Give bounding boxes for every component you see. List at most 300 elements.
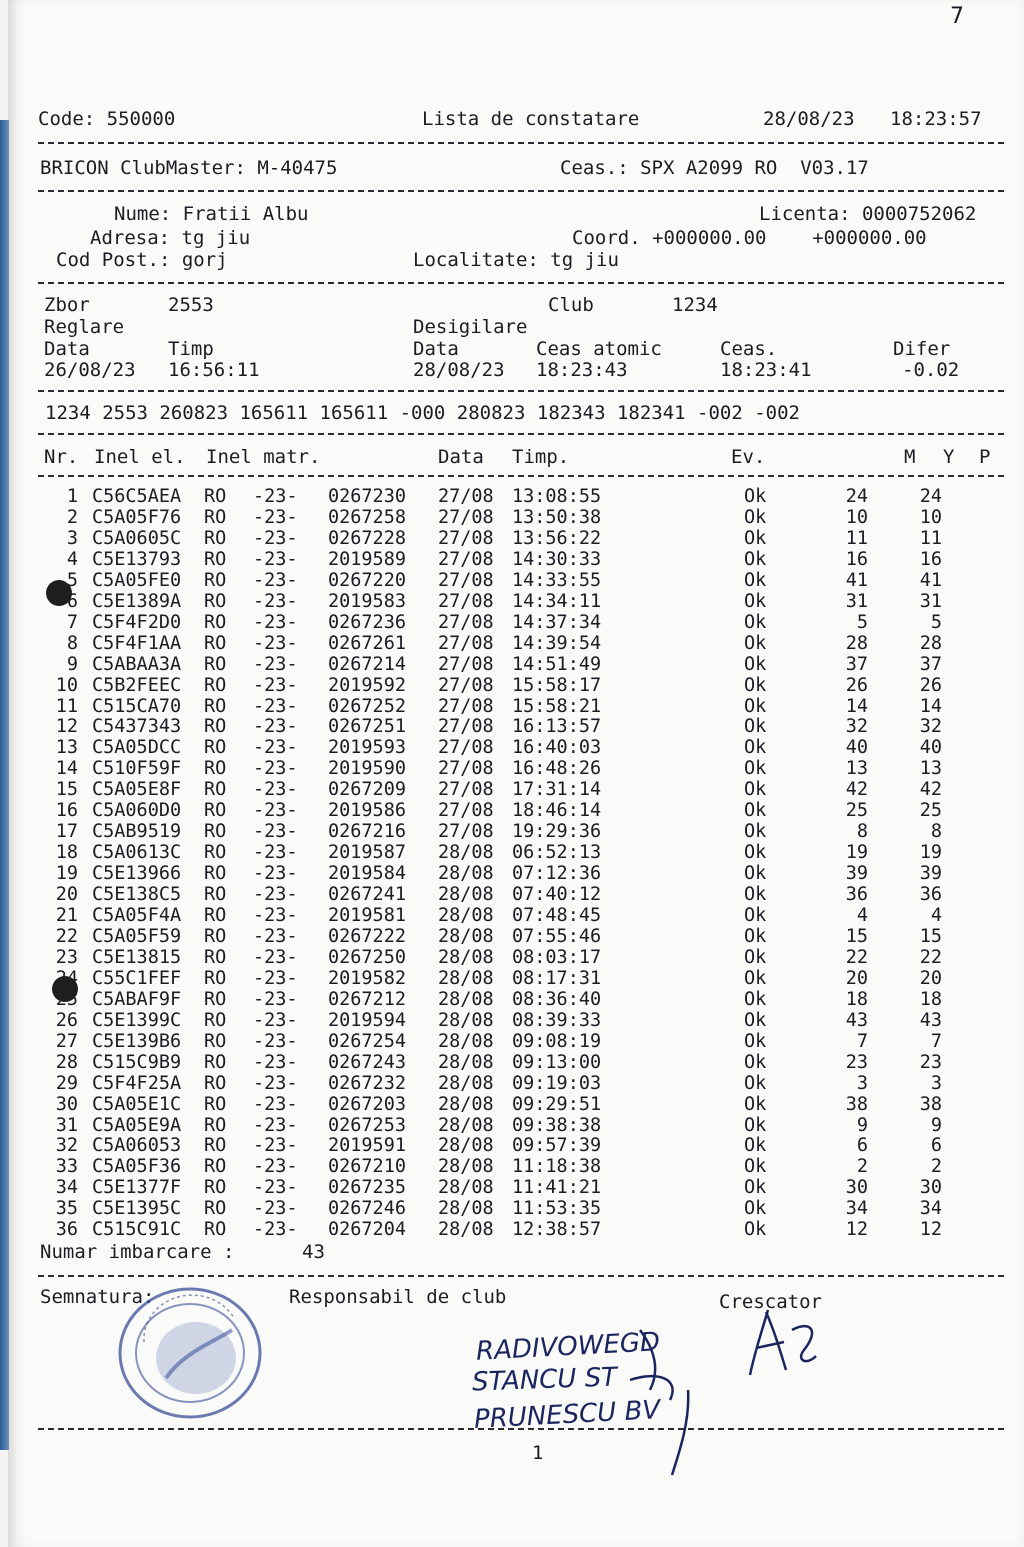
header-date: 28/08/23 [763, 108, 855, 130]
value-m: 11 [845, 527, 868, 549]
numar-label: Numar imbarcare : [40, 1241, 235, 1263]
arrival-time: 14:39:54 [512, 632, 602, 654]
ring-id: C5A05F36 [92, 1156, 182, 1178]
ring-id: C56C5AEA [92, 486, 182, 507]
event-status: Ok [744, 1072, 767, 1094]
arrival-time: 16:13:57 [512, 716, 602, 738]
arrival-date: 27/08 [438, 527, 494, 549]
arrival-date: 28/08 [438, 1135, 494, 1157]
ring-id: C5B2FEEC [92, 674, 182, 696]
arrival-time: 06:52:13 [512, 842, 602, 864]
difer-label: Difer [893, 338, 951, 360]
value-m: 22 [845, 946, 868, 968]
ring-country: RO [204, 1072, 227, 1094]
arrival-time: 11:53:35 [512, 1198, 602, 1220]
zbor-value: 2553 [168, 294, 214, 316]
arrival-time: 16:48:26 [512, 758, 602, 780]
arrival-time: 14:33:55 [512, 569, 602, 591]
arrival-date: 28/08 [438, 842, 494, 864]
event-status: Ok [744, 695, 767, 717]
ring-matr: 0267216 [328, 821, 406, 843]
event-status: Ok [744, 506, 767, 528]
ring-year: -23- [253, 716, 298, 738]
table-row [0, 779, 1024, 800]
value-m: 8 [856, 821, 868, 843]
event-status: Ok [744, 590, 767, 612]
table-row [0, 926, 1024, 947]
arrival-date: 27/08 [438, 737, 494, 759]
col-header-m: M [904, 446, 916, 468]
ring-id: C5A05F59 [92, 925, 182, 947]
separator [38, 1275, 1004, 1277]
arrival-date: 28/08 [438, 1093, 494, 1115]
ceas-label: Ceas. [720, 338, 778, 360]
ring-matr: 0267203 [328, 1093, 406, 1115]
value-y: 32 [919, 716, 942, 738]
value-m: 24 [845, 486, 868, 507]
ring-country: RO [204, 905, 227, 926]
ring-matr: 0267214 [328, 653, 406, 675]
ring-year: -23- [253, 1135, 298, 1157]
table-row [0, 654, 1024, 675]
ring-id: C5A05E9A [92, 1114, 182, 1136]
ring-matr: 2019593 [328, 737, 406, 759]
value-m: 25 [845, 800, 868, 822]
ring-country: RO [204, 548, 227, 570]
table-row [0, 633, 1024, 654]
ring-matr: 2019584 [328, 863, 406, 885]
arrival-time: 07:55:46 [512, 925, 602, 947]
ring-id: C5A05DCC [92, 737, 182, 759]
ceas-atomic-label: Ceas atomic [536, 338, 662, 360]
arrival-time: 09:57:39 [512, 1135, 602, 1157]
ring-year: -23- [253, 674, 298, 696]
value-m: 14 [845, 695, 868, 717]
table-row [0, 968, 1024, 989]
ring-country: RO [204, 884, 227, 906]
event-status: Ok [744, 1114, 767, 1136]
value-m: 31 [845, 590, 868, 612]
value-m: 18 [845, 988, 868, 1010]
event-status: Ok [744, 1051, 767, 1073]
row-number: 27 [55, 1030, 78, 1052]
table-row [0, 842, 1024, 863]
arrival-date: 28/08 [438, 863, 494, 885]
value-y: 19 [919, 842, 942, 864]
value-m: 23 [845, 1051, 868, 1073]
ring-id: C5E138C5 [92, 884, 182, 906]
arrival-time: 08:39:33 [512, 1009, 602, 1031]
value-m: 42 [845, 779, 868, 801]
row-number: 1 [66, 486, 78, 507]
ring-year: -23- [253, 1072, 298, 1094]
value-m: 10 [845, 506, 868, 528]
event-status: Ok [744, 1219, 767, 1241]
ring-id: C5A05E8F [92, 779, 182, 801]
row-number: 28 [55, 1051, 78, 1073]
arrival-time: 14:34:11 [512, 590, 602, 612]
value-m: 13 [845, 758, 868, 780]
table-row [0, 1031, 1024, 1052]
value-y: 4 [930, 905, 942, 926]
event-status: Ok [744, 758, 767, 780]
ring-country: RO [204, 1030, 227, 1052]
ring-matr: 0267222 [328, 925, 406, 947]
arrival-date: 28/08 [438, 1198, 494, 1220]
reglare-date: 26/08/23 [44, 359, 136, 381]
arrival-time: 14:30:33 [512, 548, 602, 570]
ring-id: C515C91C [92, 1219, 182, 1241]
ring-country: RO [204, 569, 227, 591]
col-header-inel-matr: Inel matr. [206, 446, 321, 468]
arrival-date: 27/08 [438, 632, 494, 654]
ring-country: RO [204, 695, 227, 717]
semnatura-label: Semnatura: [40, 1286, 155, 1308]
event-status: Ok [744, 737, 767, 759]
value-m: 39 [845, 863, 868, 885]
handwritten-name-1: RADIVOWEGD [475, 1327, 661, 1367]
numar-value: 43 [302, 1241, 325, 1263]
ring-year: -23- [253, 967, 298, 989]
ring-id: C5ABAF9F [92, 988, 182, 1010]
ring-matr: 0267230 [328, 486, 406, 507]
col-header-data: Data [438, 446, 484, 468]
table-row [0, 1010, 1024, 1031]
event-status: Ok [744, 800, 767, 822]
value-m: 36 [845, 884, 868, 906]
value-y: 13 [919, 758, 942, 780]
arrival-date: 27/08 [438, 506, 494, 528]
club-signature [600, 1310, 710, 1480]
arrival-time: 09:29:51 [512, 1093, 602, 1115]
row-number: 23 [55, 946, 78, 968]
ring-country: RO [204, 1198, 227, 1220]
ring-matr: 2019582 [328, 967, 406, 989]
separator [38, 282, 1004, 284]
event-status: Ok [744, 925, 767, 947]
ring-id: C5E139B6 [92, 1030, 182, 1052]
ring-id: C5E13793 [92, 548, 182, 570]
value-m: 7 [856, 1030, 868, 1052]
table-row [0, 716, 1024, 737]
arrival-time: 08:03:17 [512, 946, 602, 968]
ring-id: C5ABAA3A [92, 653, 182, 675]
arrival-time: 11:18:38 [512, 1156, 602, 1178]
event-status: Ok [744, 716, 767, 738]
arrival-time: 09:13:00 [512, 1051, 602, 1073]
row-number: 14 [55, 758, 78, 780]
handwritten-name-3: PRUNESCU BV [473, 1395, 661, 1435]
owner-locality: Localitate: tg jiu [413, 249, 619, 271]
col-header-ev: Ev. [731, 446, 766, 468]
value-m: 43 [845, 1009, 868, 1031]
data2-label: Data [413, 338, 459, 360]
ring-matr: 2019592 [328, 674, 406, 696]
club-value: 1234 [672, 294, 718, 316]
ring-id: C5F4F2D0 [92, 611, 182, 633]
row-number: 33 [55, 1156, 78, 1178]
ring-matr: 0267243 [328, 1051, 406, 1073]
row-number: 5 [66, 569, 78, 591]
ring-matr: 0267204 [328, 1219, 406, 1241]
arrival-time: 15:58:21 [512, 695, 602, 717]
separator [38, 433, 1004, 435]
arrival-date: 27/08 [438, 569, 494, 591]
timp-label: Timp [168, 338, 214, 360]
ring-year: -23- [253, 527, 298, 549]
event-status: Ok [744, 988, 767, 1010]
event-status: Ok [744, 527, 767, 549]
ring-year: -23- [253, 653, 298, 675]
table-row [0, 486, 1024, 507]
ring-matr: 0267232 [328, 1072, 406, 1094]
ring-matr: 0267212 [328, 988, 406, 1010]
event-status: Ok [744, 863, 767, 885]
value-y: 18 [919, 988, 942, 1010]
row-number: 31 [55, 1114, 78, 1136]
ring-id: C5A05FE0 [92, 569, 182, 591]
ring-id: C5AB9519 [92, 821, 182, 843]
ring-country: RO [204, 1114, 227, 1136]
event-status: Ok [744, 569, 767, 591]
ring-matr: 0267220 [328, 569, 406, 591]
table-row [0, 1219, 1024, 1240]
table-row [0, 905, 1024, 926]
value-y: 22 [919, 946, 942, 968]
ring-year: -23- [253, 946, 298, 968]
ring-year: -23- [253, 590, 298, 612]
arrival-time: 13:50:38 [512, 506, 602, 528]
arrival-date: 27/08 [438, 716, 494, 738]
event-status: Ok [744, 905, 767, 926]
ring-country: RO [204, 611, 227, 633]
ring-country: RO [204, 967, 227, 989]
arrival-time: 16:40:03 [512, 737, 602, 759]
desigilare-date: 28/08/23 [413, 359, 505, 381]
ring-matr: 0267241 [328, 884, 406, 906]
value-m: 38 [845, 1093, 868, 1115]
value-y: 41 [919, 569, 942, 591]
row-number: 34 [55, 1177, 78, 1199]
ring-matr: 0267261 [328, 632, 406, 654]
ring-country: RO [204, 527, 227, 549]
event-status: Ok [744, 946, 767, 968]
event-status: Ok [744, 779, 767, 801]
row-number: 21 [55, 905, 78, 926]
table-row [0, 528, 1024, 549]
data-label: Data [44, 338, 90, 360]
arrival-time: 13:56:22 [512, 527, 602, 549]
arrival-date: 27/08 [438, 548, 494, 570]
value-m: 12 [845, 1219, 868, 1241]
arrival-date: 27/08 [438, 486, 494, 507]
atomic-time: 18:23:43 [536, 359, 628, 381]
table-row [0, 758, 1024, 779]
difer-value: -0.02 [902, 359, 960, 381]
col-header-p: P [979, 446, 991, 468]
ring-matr: 0267210 [328, 1156, 406, 1178]
value-m: 26 [845, 674, 868, 696]
table-row [0, 507, 1024, 528]
table-row [0, 884, 1024, 905]
row-number: 25 [55, 988, 78, 1010]
event-status: Ok [744, 1093, 767, 1115]
ring-id: C5A05E1C [92, 1093, 182, 1115]
row-number: 18 [55, 842, 78, 864]
row-number: 30 [55, 1093, 78, 1115]
arrival-date: 28/08 [438, 1009, 494, 1031]
ring-matr: 0267250 [328, 946, 406, 968]
zbor-label: Zbor [44, 294, 90, 316]
arrival-date: 27/08 [438, 821, 494, 843]
row-number: 35 [55, 1198, 78, 1220]
arrival-date: 28/08 [438, 925, 494, 947]
ring-year: -23- [253, 988, 298, 1010]
corner-mark: 7 [950, 4, 964, 29]
table-row [0, 1135, 1024, 1156]
col-header-nr: Nr. [44, 446, 79, 468]
value-y: 40 [919, 737, 942, 759]
arrival-date: 27/08 [438, 779, 494, 801]
ring-year: -23- [253, 695, 298, 717]
ring-matr: 2019586 [328, 800, 406, 822]
value-y: 16 [919, 548, 942, 570]
separator [38, 475, 1004, 477]
value-y: 43 [919, 1009, 942, 1031]
ring-country: RO [204, 946, 227, 968]
value-y: 26 [919, 674, 942, 696]
table-row [0, 863, 1024, 884]
arrival-date: 28/08 [438, 1219, 494, 1241]
arrival-time: 14:37:34 [512, 611, 602, 633]
club-label: Club [548, 294, 594, 316]
event-status: Ok [744, 486, 767, 507]
ring-country: RO [204, 863, 227, 885]
arrival-date: 28/08 [438, 967, 494, 989]
value-m: 4 [856, 905, 868, 926]
arrival-date: 27/08 [438, 758, 494, 780]
separator [38, 142, 1004, 144]
handwritten-name-2: STANCU ST [471, 1362, 618, 1398]
row-number: 7 [66, 611, 78, 633]
ring-id: C5A060D0 [92, 800, 182, 822]
value-m: 32 [845, 716, 868, 738]
value-y: 42 [919, 779, 942, 801]
event-status: Ok [744, 674, 767, 696]
ring-matr: 2019594 [328, 1009, 406, 1031]
event-status: Ok [744, 653, 767, 675]
ring-matr: 2019581 [328, 905, 406, 926]
arrival-time: 08:17:31 [512, 967, 602, 989]
federation-stamp [114, 1282, 266, 1424]
ring-country: RO [204, 1135, 227, 1157]
ring-country: RO [204, 821, 227, 843]
value-m: 20 [845, 967, 868, 989]
ring-country: RO [204, 1051, 227, 1073]
value-m: 5 [856, 611, 868, 633]
table-row [0, 1156, 1024, 1177]
ring-year: -23- [253, 1198, 298, 1220]
owner-license: Licenta: 0000752062 [759, 203, 977, 225]
owner-name: Nume: Fratii Albu [114, 203, 309, 225]
arrival-date: 27/08 [438, 653, 494, 675]
col-header-timp: Timp. [512, 446, 570, 468]
arrival-time: 09:38:38 [512, 1114, 602, 1136]
event-status: Ok [744, 1135, 767, 1157]
value-y: 39 [919, 863, 942, 885]
ring-year: -23- [253, 1030, 298, 1052]
value-y: 34 [919, 1198, 942, 1220]
ring-id: C515CA70 [92, 695, 182, 717]
ring-year: -23- [253, 1114, 298, 1136]
arrival-time: 14:51:49 [512, 653, 602, 675]
ring-country: RO [204, 758, 227, 780]
desigilare-label: Desigilare [413, 316, 528, 338]
arrival-time: 19:29:36 [512, 821, 602, 843]
value-y: 10 [919, 506, 942, 528]
ring-matr: 2019589 [328, 548, 406, 570]
ring-country: RO [204, 1177, 227, 1199]
arrival-date: 28/08 [438, 1177, 494, 1199]
ring-matr: 0267228 [328, 527, 406, 549]
value-y: 37 [919, 653, 942, 675]
arrival-time: 11:41:21 [512, 1177, 602, 1199]
ring-year: -23- [253, 506, 298, 528]
ring-year: -23- [253, 925, 298, 947]
ring-country: RO [204, 842, 227, 864]
value-y: 30 [919, 1177, 942, 1199]
event-status: Ok [744, 1030, 767, 1052]
table-row [0, 696, 1024, 717]
arrival-date: 27/08 [438, 695, 494, 717]
row-number: 24 [55, 967, 78, 989]
value-m: 41 [845, 569, 868, 591]
ring-id: C5E13966 [92, 863, 182, 885]
ring-year: -23- [253, 800, 298, 822]
row-number: 20 [55, 884, 78, 906]
ring-matr: 0267209 [328, 779, 406, 801]
ring-id: C5A0613C [92, 842, 182, 864]
separator [38, 390, 1004, 392]
arrival-time: 07:12:36 [512, 863, 602, 885]
ring-year: -23- [253, 779, 298, 801]
value-m: 9 [856, 1114, 868, 1136]
event-status: Ok [744, 884, 767, 906]
arrival-date: 28/08 [438, 1156, 494, 1178]
row-number: 32 [55, 1135, 78, 1157]
breeder-signature [740, 1300, 830, 1380]
ring-id: C5E13815 [92, 946, 182, 968]
arrival-date: 28/08 [438, 988, 494, 1010]
row-number: 26 [55, 1009, 78, 1031]
ring-id: C515C9B9 [92, 1051, 182, 1073]
row-number: 12 [55, 716, 78, 738]
ring-year: -23- [253, 842, 298, 864]
row-number: 15 [55, 779, 78, 801]
arrival-date: 28/08 [438, 1030, 494, 1052]
ring-id: C5E1395C [92, 1198, 182, 1220]
ring-id: C5E1377F [92, 1177, 182, 1199]
arrival-time: 18:46:14 [512, 800, 602, 822]
owner-address: Adresa: tg jiu [90, 227, 251, 249]
row-number: 2 [66, 506, 78, 528]
ring-year: -23- [253, 1093, 298, 1115]
ring-id: C5A05F76 [92, 506, 182, 528]
arrival-date: 27/08 [438, 590, 494, 612]
value-m: 34 [845, 1198, 868, 1220]
ring-year: -23- [253, 486, 298, 507]
row-number: 29 [55, 1072, 78, 1094]
